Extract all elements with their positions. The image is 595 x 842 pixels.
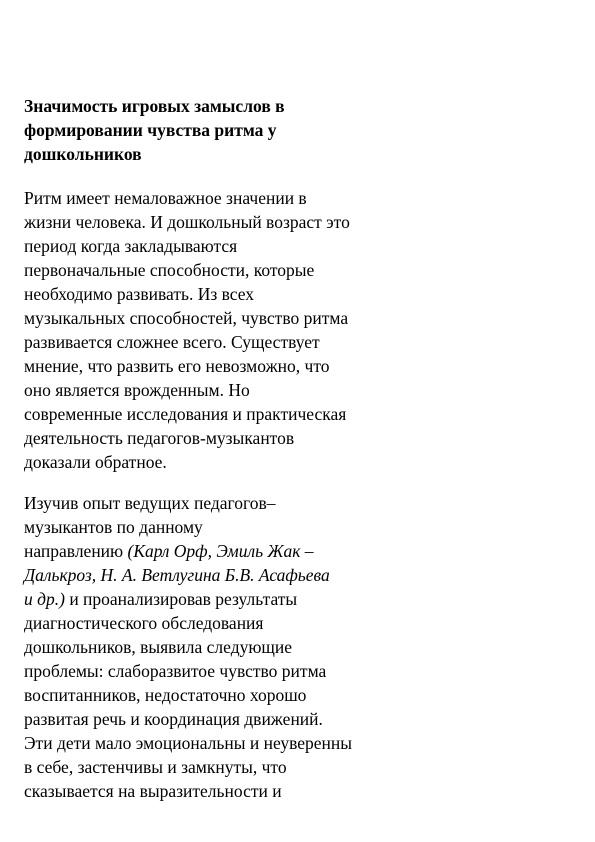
italic-citation: (Карл Орф, Эмиль Жак – — [127, 541, 314, 561]
text-line: деятельность педагогов-музыкантов — [24, 428, 295, 448]
text-line: Эти дети мало эмоциональны и неуверенны — [24, 733, 353, 753]
text-line: диагностического обследования — [24, 613, 264, 633]
text-line: современные исследования и практическая — [24, 404, 347, 424]
text-line: дошкольников, выявила следующие — [24, 637, 293, 657]
text-line: сказывается на выразительности и — [24, 781, 282, 801]
text-line: доказали обратное. — [24, 452, 167, 472]
title-line: формировании чувства ритма у — [24, 120, 277, 140]
text-line: музыкантов по данному — [24, 517, 203, 537]
title-line: дошкольников — [24, 144, 142, 164]
text-line — [24, 539, 396, 563]
text-line: оно является врожденным. Но — [24, 380, 250, 400]
document-body — [24, 94, 396, 820]
text-line: развивается сложнее всего. Существует — [24, 332, 320, 352]
text-fragment: и проанализировав результаты — [64, 589, 298, 609]
text-line: жизни человека. И дошкольный возраст это — [24, 212, 350, 232]
paragraph-rhythm-intro — [24, 186, 396, 474]
italic-citation: Далькроз, Н. А. Ветлугина Б.В. Асафьева — [24, 565, 330, 585]
text-line: Изучив опыт ведущих педагогов– — [24, 493, 276, 513]
italic-citation: и др.) — [24, 589, 65, 609]
paragraph-teachers-experience — [24, 491, 396, 803]
text-fragment: направлению — [24, 541, 128, 561]
text-line: период когда закладываются — [24, 236, 238, 256]
text-line: развитая речь и координация движений. — [24, 709, 323, 729]
article-title — [24, 94, 396, 166]
text-line: проблемы: слаборазвитое чувство ритма — [24, 661, 327, 681]
text-line: первоначальные способности, которые — [24, 260, 315, 280]
title-line: Значимость игровых замыслов в — [24, 96, 285, 116]
text-line: в себе, застенчивы и замкнуты, что — [24, 757, 287, 777]
text-line: необходимо развивать. Из всех — [24, 284, 255, 304]
text-line: воспитанников, недостаточно хорошо — [24, 685, 307, 705]
text-line: музыкальных способностей, чувство ритма — [24, 308, 349, 328]
text-line: мнение, что развить его невозможно, что — [24, 356, 330, 376]
text-line: Ритм имеет немаловажное значении в — [24, 188, 307, 208]
text-line — [24, 587, 396, 611]
